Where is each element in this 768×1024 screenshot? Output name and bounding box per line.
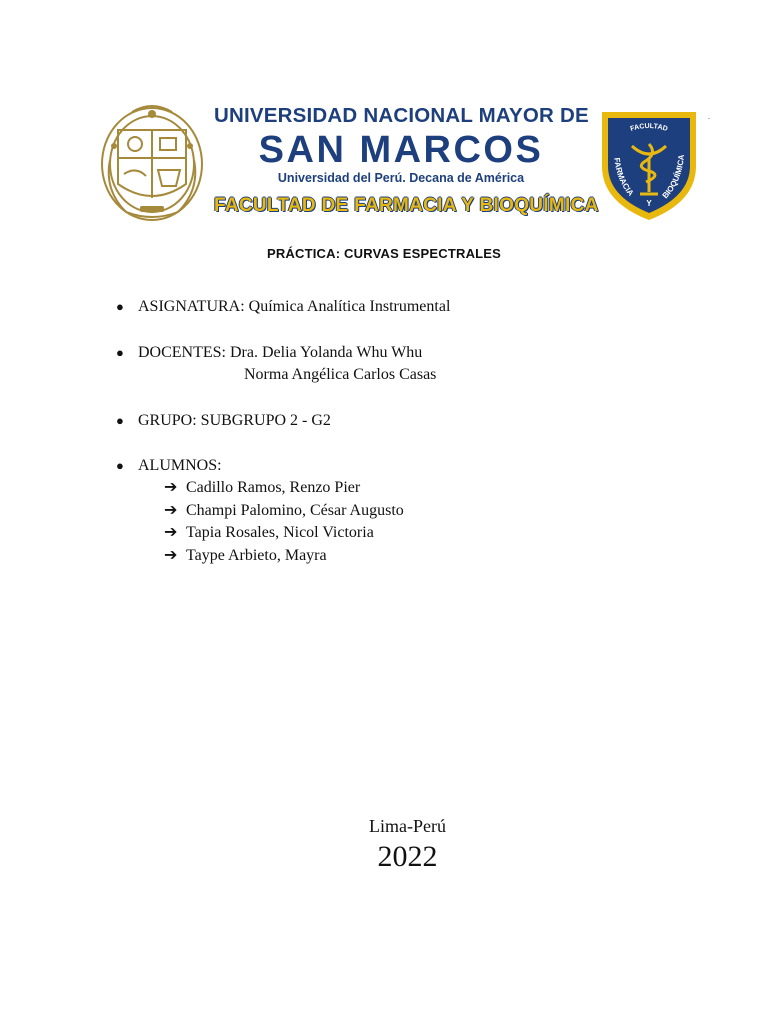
university-name-line1: UNIVERSIDAD NACIONAL MAYOR DE — [214, 104, 589, 127]
student-name: Champi Palomino, César Augusto — [186, 502, 404, 519]
svg-text:FARMACIA: FARMACIA — [612, 157, 636, 198]
university-title-block — [214, 104, 599, 217]
student-item — [164, 522, 374, 544]
arrow-icon: ➔ — [164, 524, 178, 541]
university-tagline: Universidad del Perú. Decana de América — [277, 171, 525, 185]
alumnos-label: ALUMNOS: — [138, 457, 222, 474]
arrow-icon: ➔ — [164, 502, 178, 519]
bullet-icon: ● — [116, 413, 124, 428]
faculty-shield-icon — [596, 106, 702, 224]
student-name: Tapia Rosales, Nicol Victoria — [186, 524, 374, 541]
bullet-icon: ● — [116, 345, 124, 360]
alumnos-item — [116, 455, 222, 477]
corner-mark: . — [708, 112, 710, 121]
student-name: Taype Arbieto, Mayra — [186, 547, 327, 564]
arrow-icon: ➔ — [164, 479, 178, 496]
document-title: PRÁCTICA: CURVAS ESPECTRALES — [266, 246, 502, 261]
faculty-name: FACULTAD DE FARMACIA Y BIOQUÍMICA — [214, 195, 599, 216]
university-name-line2: SAN MARCOS — [258, 129, 544, 171]
student-item — [164, 477, 360, 499]
docente-2-text: Norma Angélica Carlos Casas — [244, 366, 437, 383]
year-label: 2022 — [377, 840, 438, 873]
city-label: Lima-Perú — [369, 816, 446, 836]
student-item — [164, 545, 327, 567]
asignatura-item — [116, 296, 450, 318]
svg-text:FACULTAD: FACULTAD — [629, 122, 669, 133]
docentes-text: DOCENTES: Dra. Delia Yolanda Whu Whu — [138, 344, 423, 361]
docentes-item — [116, 342, 422, 364]
grupo-item — [116, 410, 331, 432]
university-seal-icon — [96, 100, 208, 224]
document-header — [0, 0, 768, 240]
bullet-icon: ● — [116, 299, 124, 314]
svg-text:Y: Y — [646, 199, 652, 208]
grupo-text: GRUPO: SUBGRUPO 2 - G2 — [138, 412, 331, 429]
bullet-icon: ● — [116, 458, 124, 473]
student-name: Cadillo Ramos, Renzo Pier — [186, 479, 361, 496]
svg-text:BIOQUÍMICA: BIOQUÍMICA — [660, 154, 687, 201]
arrow-icon: ➔ — [164, 547, 178, 564]
asignatura-text: ASIGNATURA: Química Analítica Instrumental — [138, 298, 451, 315]
student-item — [164, 500, 404, 522]
